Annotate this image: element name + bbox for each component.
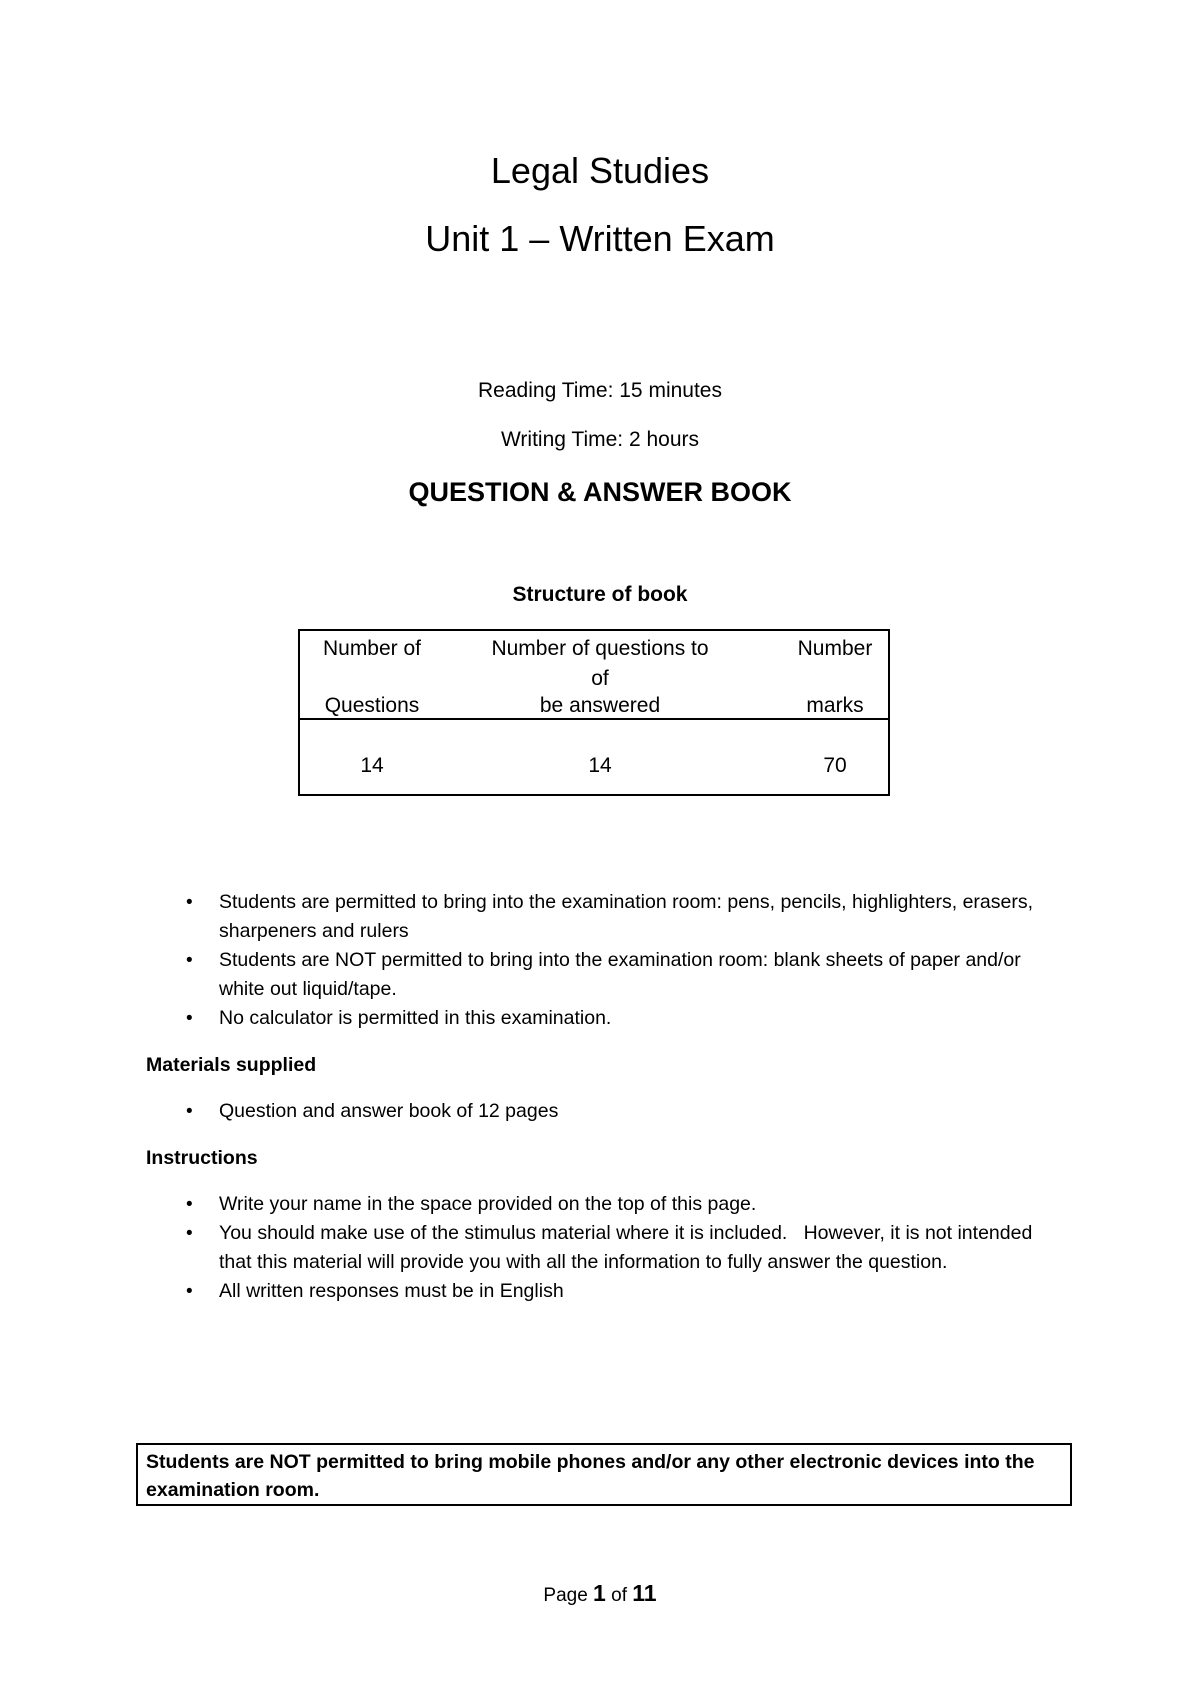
value-answered: 14 [588,754,612,777]
device-notice: Students are NOT permitted to bring mobile phones and/or any other electronic devices into the examination room. [136,1443,1072,1506]
list-item: • All written responses must be in English [168,1277,1048,1306]
col-marks-header-bottom: marks [806,694,864,717]
col-answered-header-top: Number of questions to of [491,637,709,690]
col-questions-header-bottom: Questions [324,694,420,717]
bullet-icon: • [186,950,193,971]
writing-time: Writing Time: 2 hours [500,428,699,451]
rules-list [168,888,1048,1033]
bullet-icon: • [186,1008,193,1029]
materials-list [168,1097,1048,1126]
structure-table [298,629,890,796]
total-pages: 11 [632,1580,657,1606]
bullet-icon: • [186,1101,193,1122]
list-item: • You should make use of the stimulus material where it is included. However, it is not intended that this material will provide you with all the information to fully answer the question. [168,1219,1048,1277]
of-label: of [611,1585,627,1606]
reading-time: Reading Time: 15 minutes [478,379,722,402]
list-item: • Write your name in the space provided on the top of this page. [168,1190,1048,1219]
value-questions: 14 [360,754,384,777]
exam-subject-title: Legal Studies [490,150,710,191]
page-label: Page [543,1585,588,1606]
exam-unit-title: Unit 1 – Written Exam [425,218,775,259]
bullet-icon: • [186,1281,193,1302]
value-marks: 70 [823,754,847,777]
bullet-icon: • [186,1194,193,1215]
instructions-list [168,1190,1048,1306]
current-page: 1 [593,1580,606,1606]
materials-heading: Materials supplied [146,1054,317,1076]
book-title: QUESTION & ANSWER BOOK [408,477,792,507]
col-marks-header-top: Number [797,637,873,660]
list-item: • No calculator is permitted in this examination. [168,1004,1048,1033]
bullet-icon: • [186,1223,193,1244]
list-item: • Students are NOT permitted to bring into the examination room: blank sheets of paper and/or white out liquid/tape. [168,946,1048,1004]
instructions-heading: Instructions [146,1147,258,1169]
col-answered-header-bottom: be answered [539,694,661,717]
page-footer [0,1580,1200,1607]
col-questions-header-top: Number of [322,637,422,660]
list-item: • Students are permitted to bring into the examination room: pens, pencils, highlighters, erasers, sharpeners and rulers [168,888,1048,946]
bullet-icon: • [186,892,193,913]
list-item: • Question and answer book of 12 pages [168,1097,1048,1126]
structure-title: Structure of book [512,583,688,606]
